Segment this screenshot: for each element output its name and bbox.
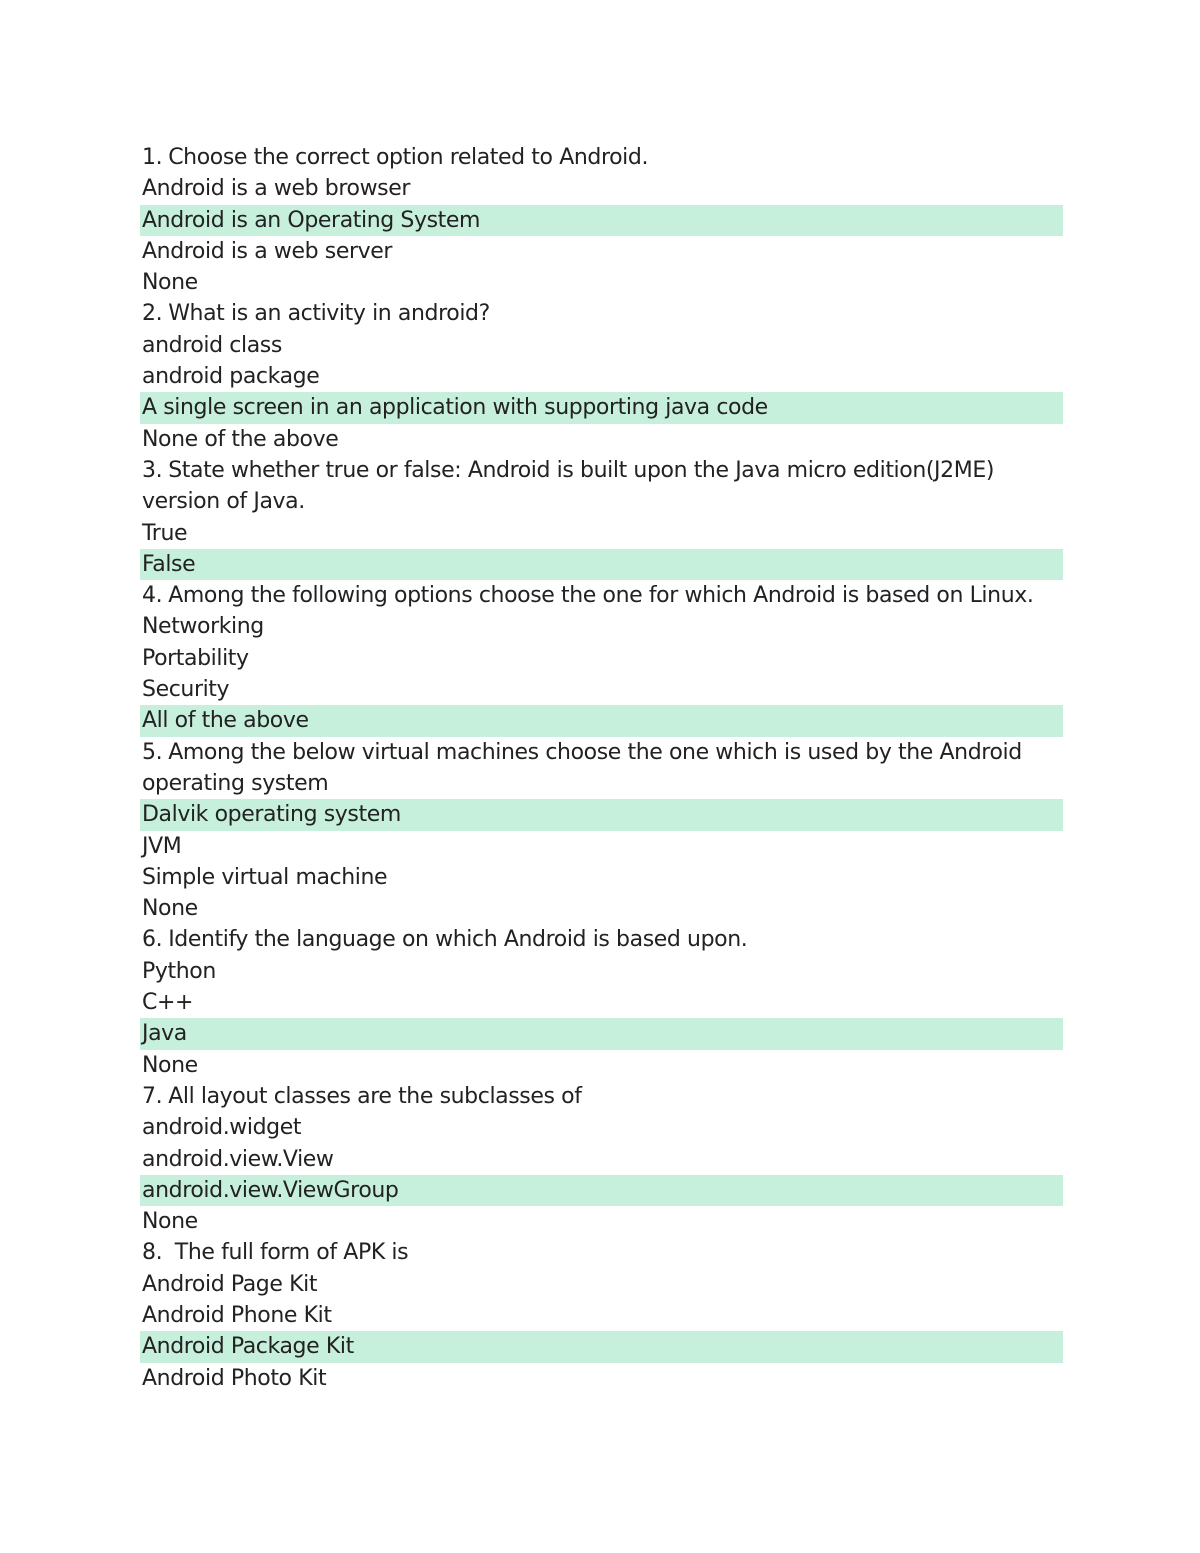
option: None — [142, 270, 198, 296]
question-7 — [140, 1081, 1063, 1237]
option: C++ — [142, 990, 194, 1016]
question-prompt: State whether true or false: Android is built upon the Java micro edition(J2ME) version of Java. — [142, 457, 995, 515]
question-text — [140, 1237, 1063, 1268]
option-correct-answer: A single screen in an application with supporting java code — [140, 392, 1063, 423]
question-prompt: Among the following options choose the one for which Android is based on Linux. — [168, 583, 1034, 609]
question-prompt: Among the below virtual machines choose the one which is used by the Android operating system — [142, 739, 1022, 796]
question-prompt: Identify the language on which Android is based upon. — [168, 927, 748, 953]
option: android package — [142, 364, 320, 390]
question-prompt: What is an activity in android? — [168, 301, 490, 327]
option: android.widget — [142, 1115, 302, 1141]
option: None — [142, 1209, 198, 1235]
question-number: 4. — [142, 583, 163, 609]
option: Networking — [142, 614, 264, 640]
question-text — [140, 737, 1063, 800]
option-correct-answer: All of the above — [140, 705, 1063, 736]
question-prompt: Choose the correct option related to Android. — [168, 145, 649, 170]
question-text — [140, 298, 1063, 329]
question-text — [140, 142, 1063, 173]
question-2 — [140, 298, 1063, 454]
option: Android is a web server — [142, 238, 393, 264]
option: android.view.View — [142, 1146, 334, 1172]
question-prompt: All layout classes are the subclasses of — [168, 1083, 582, 1109]
question-number: 1. — [142, 145, 163, 170]
option: Simple virtual machine — [142, 864, 388, 890]
option: Android Page Kit — [142, 1271, 318, 1297]
question-1 — [140, 142, 1063, 298]
option-correct-answer: Android Package Kit — [140, 1331, 1063, 1362]
question-prompt: The full form of APK is — [168, 1240, 409, 1266]
option: None — [142, 1052, 198, 1078]
question-text — [140, 924, 1063, 955]
question-text — [140, 580, 1063, 611]
question-text — [140, 1081, 1063, 1112]
question-number: 7. — [142, 1083, 163, 1109]
option: Android Photo Kit — [142, 1365, 327, 1391]
question-4 — [140, 580, 1063, 736]
question-6 — [140, 924, 1063, 1080]
question-number: 5. — [142, 739, 163, 765]
option-correct-answer: False — [140, 549, 1063, 580]
option-correct-answer: android.view.ViewGroup — [140, 1175, 1063, 1206]
option: JVM — [142, 833, 182, 859]
option: Security — [142, 677, 230, 703]
option: Python — [142, 958, 216, 984]
option: Portability — [142, 645, 249, 671]
option-correct-answer: Java — [140, 1018, 1063, 1049]
option-correct-answer: Dalvik operating system — [140, 799, 1063, 830]
question-3 — [140, 455, 1063, 580]
question-5 — [140, 737, 1063, 925]
option: None — [142, 896, 198, 922]
question-number: 8. — [142, 1240, 163, 1266]
option-correct-answer: Android is an Operating System — [140, 205, 1063, 236]
question-text — [140, 455, 1063, 518]
question-8 — [140, 1237, 1063, 1393]
option: Android Phone Kit — [142, 1302, 332, 1328]
quiz-document — [140, 142, 1063, 1394]
question-number: 6. — [142, 927, 163, 953]
option: Android is a web browser — [142, 176, 410, 202]
question-number: 3. — [142, 457, 163, 483]
option: android class — [142, 332, 282, 358]
option: None of the above — [142, 426, 339, 452]
question-number: 2. — [142, 301, 163, 327]
option: True — [142, 520, 188, 546]
